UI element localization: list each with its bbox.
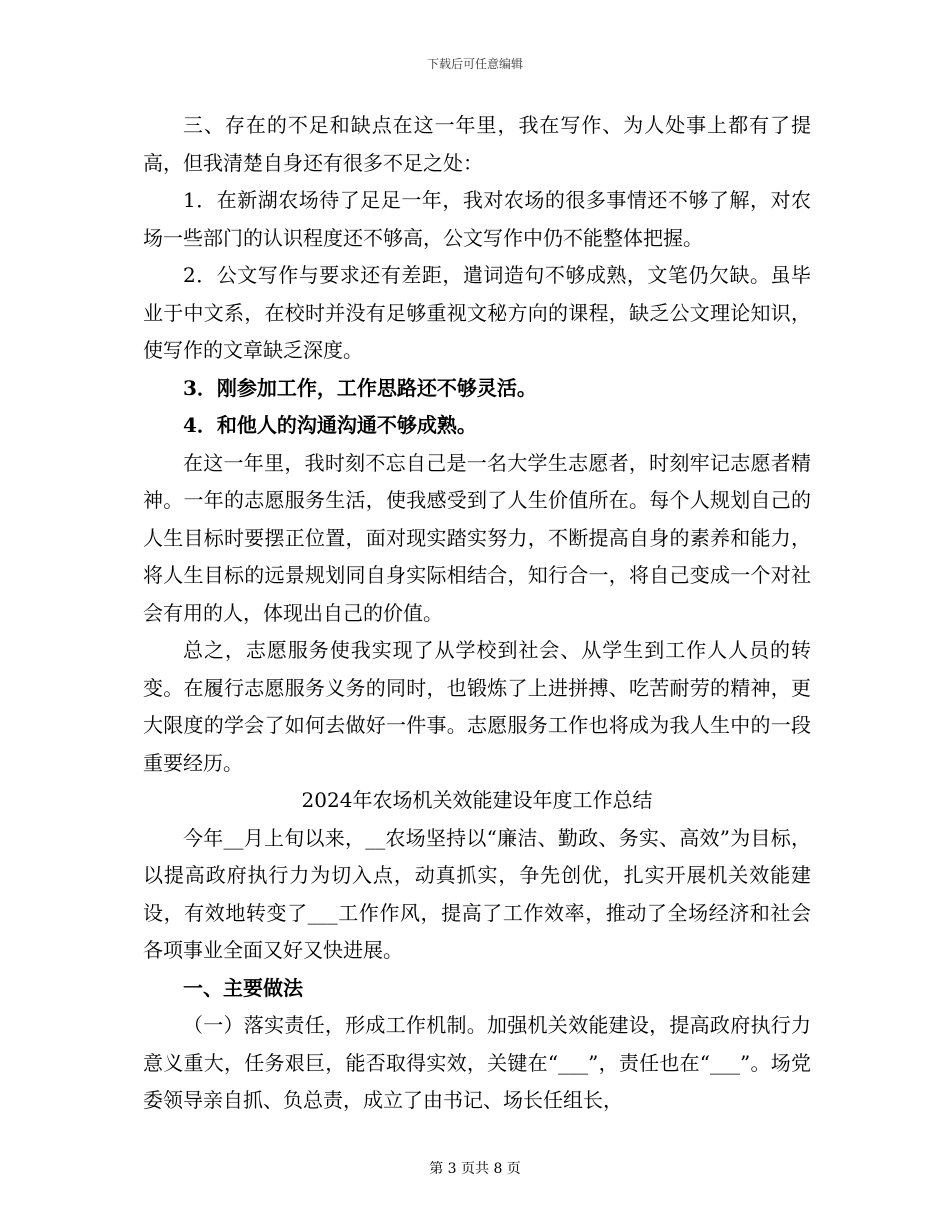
section-title: 2024年农场机关效能建设年度工作总结 [301,788,653,812]
document-body [143,107,811,1120]
paragraph-responsibility: （一）落实责任，形成工作机制。加强机关效能建设，提高政府执行力意义重大，任务艰巨，能否取得实效，关键在“___”，责任也在“___”。场党委领导亲自抓、负总责，成立了由书记、场长任组长， [143,1013,811,1112]
page-footer: 第 3 页共 8 页 [429,1161,521,1177]
paragraph-reflection: 在这一年里，我时刻不忘自己是一名大学生志愿者，时刻牢记志愿者精神。一年的志愿服务生活，使我感受到了人生价值所在。每个人规划自己的人生目标时要摆正位置，面对现实踏实努力，不断提高自身的素养和能力，将人生目标的远景规划同自身实际相结合，知行合一，将自己变成一个对社会有用的人，体现出自己的价值。 [143,450,811,625]
paragraph-point-2: 2．公文写作与要求还有差距，遣词造句不够成熟，文笔仍欠缺。虽毕业于中文系，在校时并没有足够重视文秘方向的课程，缺乏公文理论知识，使写作的文章缺乏深度。 [143,263,811,362]
page-header: 下载后可任意编辑 [426,57,523,71]
paragraph-conclusion: 总之，志愿服务使我实现了从学校到社会、从学生到工作人人员的转变。在履行志愿服务义务的同时，也锻炼了上进拼搏、吃苦耐劳的精神，更大限度的学会了如何去做好一件事。志愿服务工作也将成为我人生中的一段重要经历。 [143,638,811,775]
paragraph-summary-intro: 今年__月上旬以来，__农场坚持以“廉洁、勤政、务实、高效”为目标，以提高政府执行力为切入点，动真抓实，争先创优，扎实开展机关效能建设，有效地转变了___工作作风，提高了工作效率，推动了全场经济和社会各项事业全面又好又快进展。 [143,825,811,962]
heading-main-practices: 一、主要做法 [183,975,303,1000]
paragraph-point-3: 3．刚参加工作，工作思路还不够灵活。 [183,375,537,400]
paragraph-point-1: 1．在新湖农场待了足足一年，我对农场的很多事情还不够了解，对农场一些部门的认识程度还不够高，公文写作中仍不能整体把握。 [143,188,811,250]
paragraph-point-4: 4．和他人的沟通沟通不够成熟。 [183,413,477,437]
paragraph-shortcomings-intro: 三、存在的不足和缺点在这一年里，我在写作、为人处事上都有了提高，但我清楚自身还有很多不足之处： [143,113,811,175]
